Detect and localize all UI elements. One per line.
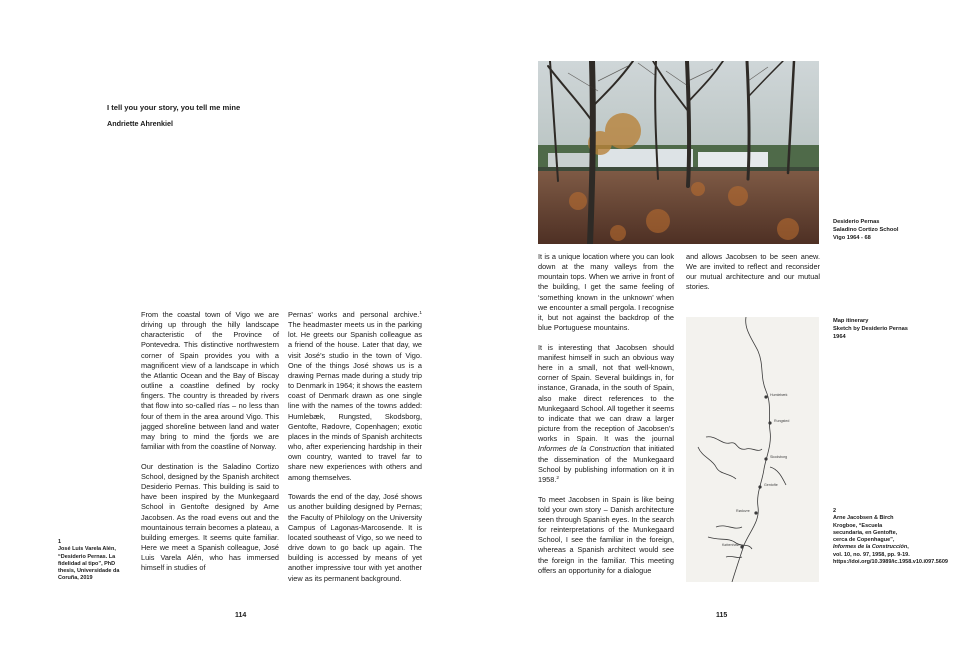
- left-page-column-2: [288, 310, 422, 593]
- caption-line: Sketch by Desiderio Pernas: [833, 326, 908, 333]
- journal-title: Informes de la Construcción: [833, 544, 908, 551]
- paragraph: [288, 310, 422, 483]
- map-sketch: [686, 317, 819, 582]
- right-page-column-2: [686, 252, 820, 302]
- footnote-text: José Luis Varela Alén, “Desiderio Pernas. La fidelidad al tipo”, PhD thesis, Universidade da Coruña, 2019: [58, 546, 120, 582]
- right-page-column-1: [538, 252, 674, 585]
- caption-line: Map itinerary: [833, 318, 869, 324]
- footnote-text: , vol. 10, no. 97, 1958, pp. 9-19. https://doi.org/10.3989/ic.1958.v10.i097.5609: [833, 544, 948, 566]
- footnote-reference: 2: [556, 475, 560, 481]
- map-label: Skodsborg: [770, 455, 788, 459]
- map-label: Gentofte: [764, 483, 778, 487]
- footnote-number: 2: [833, 508, 837, 514]
- caption-line: Vigo 1964 - 68: [833, 235, 871, 242]
- paragraph: Our destination is the Saladino Cortizo School, designed by the Spanish architect Desiderio Pernas. This building is said to have been inspired by the Munkegaard School in Gentofte designed by Arne Jacobsen. As the road evens out and the mountainous terrain becomes a plateau, a building emerges. It seems quite familiar. Here we meet a Spanish colleague, José Luis Varela Alén, who has immersed himself in studies of: [141, 461, 279, 573]
- page-number-left: 114: [235, 612, 247, 619]
- left-page-column-1: [141, 310, 279, 583]
- paragraph-text: The headmaster meets us in the parking lot. He greets our Spanish colleague as a friend of the house. Later that day, we visit José’s studio in the town of Vigo. One of the things José shows us is a drawing Pernas made during a study trip to Denmark in 1964; it shows the eastern coast of Denmark drawn as one single line with the names of the towns added: Humlebæk, Rungsted, Skodsborg, Gentofte, Rødovre, Copenhagen; exotic places in the minds of Spanish architects who, after experiencing hardship in their own country, wanted to travel far to share new experiences with others and among themselves.: [288, 320, 422, 482]
- paragraph: [538, 343, 674, 485]
- caption-line: 1964: [833, 334, 846, 341]
- map-drawing: [686, 317, 819, 582]
- footnote-2: [833, 508, 948, 566]
- paragraph: Towards the end of the day, José shows us another building designed by Pernas; the Faculty of Philology on the University Campus of Lagonas-Marcosende. It is located southeast of Vigo, so we need to drive down to go back up again. The building is accessed by means of yet another impressive tour with yet another view as its permanent background.: [288, 492, 422, 583]
- map-label: Humlebæk: [770, 393, 788, 397]
- page-number-right: 115: [716, 612, 728, 619]
- paragraph-text: It is interesting that Jacobsen should manifest himself in such an obvious way here in a small, not that well-known, corner of Spain. Several buildings in, for instance, Granada, in the south of Spain, also make direct references to the Munkegaard School. All together it seems to indicate that we can draw a larger picture from the reception of Jacobsen’s works in Spain. It was the journal: [538, 342, 674, 444]
- paragraph-text: that initiated the dissemination of the Munkegaard School by publishing information on it in 1958.: [538, 444, 674, 484]
- footnote-reference: 1: [419, 311, 422, 316]
- footnote-text: Arne Jacobsen & Birch Krogboe, “Escuela secundaria, en Gentofte, cerca de Copenhague”,: [833, 515, 898, 544]
- paragraph: To meet Jacobsen in Spain is like being told your own story – Danish architecture seen through Spanish eyes. In the search for reinterpretations of the Munkegaard School, I see the familiar in the foreign, whereas a Spanish architect would see the foreign in the familiar. This meeting offers an opportunity for a dialogue: [538, 494, 674, 575]
- paragraph: From the coastal town of Vigo we are driving up through the hilly landscape characteristic of the Province of Pontevedra. This distinctive northwestern corner of Spain provides you with a magnificent view of a landscape in which the Atlantic Ocean and the Bay of Biscay outline a coastline defined by rocky fingers. The country is threaded by rivers that flow into so-called rías – no less than four of them in the area around Vigo. This jagged shoreline between land and water may bring to mind the fjords we are familiar with from the coastline of Norway.: [141, 310, 279, 452]
- caption-line: Desiderio Pernas: [833, 219, 880, 225]
- map-label: Rødovre: [736, 509, 750, 513]
- caption-line: Saladino Cortizo School: [833, 227, 899, 234]
- map-caption: [833, 317, 933, 342]
- paragraph: and allows Jacobsen to be seen anew. We are invited to reflect and reconsider our mutual architecture and our mutual stories.: [686, 252, 820, 292]
- paragraph: It is a unique location where you can look down at the many valleys from the mountain tops. When we arrive in front of the building, I get the same feeling of ‘something known in the unknown’ when we encounter a small pergola. I recognise it, but not against the backdrop of the blue Portuguese mountains.: [538, 252, 674, 333]
- photo-illustration: [538, 61, 819, 244]
- journal-title: Informes de la Construction: [538, 444, 631, 454]
- footnote-number: 1: [58, 539, 62, 545]
- map-label: København: [722, 543, 741, 547]
- footnote-1: [58, 539, 124, 583]
- article-author: Andriette Ahrenkiel: [107, 119, 174, 128]
- map-label: Rungsted: [774, 419, 790, 423]
- paragraph-text: Pernas’ works and personal archive.: [288, 310, 420, 319]
- school-photo: [538, 61, 819, 244]
- photo-caption: [833, 218, 933, 243]
- article-title: I tell you your story, you tell me mine: [107, 103, 241, 112]
